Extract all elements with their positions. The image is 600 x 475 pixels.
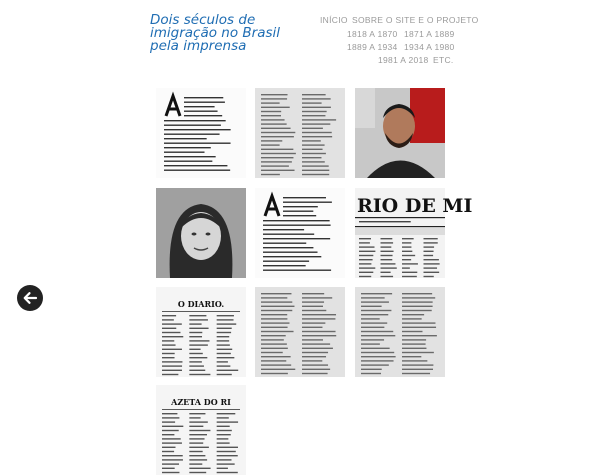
nav-item-1889-1934[interactable]: 1889 A 1934 <box>347 42 398 52</box>
nav-item-inicio[interactable]: INÍCIO <box>320 15 348 25</box>
nav-item-1871-1889[interactable]: 1871 A 1889 <box>404 29 455 39</box>
svg-text:AZETA DO RI: AZETA DO RI <box>171 397 231 407</box>
gallery-tile[interactable] <box>255 88 345 178</box>
nav-item-etc[interactable]: ETC. <box>433 55 454 65</box>
arrow-left-icon <box>17 285 43 311</box>
gallery-tile[interactable] <box>156 385 246 475</box>
site-title-line-1: Dois séculos de <box>150 12 256 28</box>
gallery-tile[interactable] <box>355 287 445 377</box>
gallery-tile[interactable] <box>255 188 345 278</box>
site-title-line-2: imigração no Brasil <box>150 25 281 41</box>
nav-item-1981-2018[interactable]: 1981 A 2018 <box>378 55 429 65</box>
gallery-tile[interactable] <box>255 287 345 377</box>
svg-text:RIO DE MI: RIO DE MI <box>357 195 473 217</box>
nav-item-1818-1870[interactable]: 1818 A 1870 <box>347 29 398 39</box>
gallery-tile[interactable] <box>156 188 246 278</box>
main-navigation <box>0 0 600 70</box>
gallery-tile[interactable] <box>156 88 246 178</box>
gallery-tile[interactable] <box>355 88 445 178</box>
gallery-tile[interactable] <box>156 287 246 377</box>
nav-item-1934-1980[interactable]: 1934 A 1980 <box>404 42 455 52</box>
gallery-tile[interactable] <box>355 188 473 278</box>
nav-item-sobre[interactable]: SOBRE O SITE E O PROJETO <box>352 15 479 25</box>
site-title-line-3: pela imprensa <box>150 38 247 54</box>
back-button[interactable] <box>17 285 43 311</box>
svg-text:O DIARIO.: O DIARIO. <box>177 299 225 309</box>
